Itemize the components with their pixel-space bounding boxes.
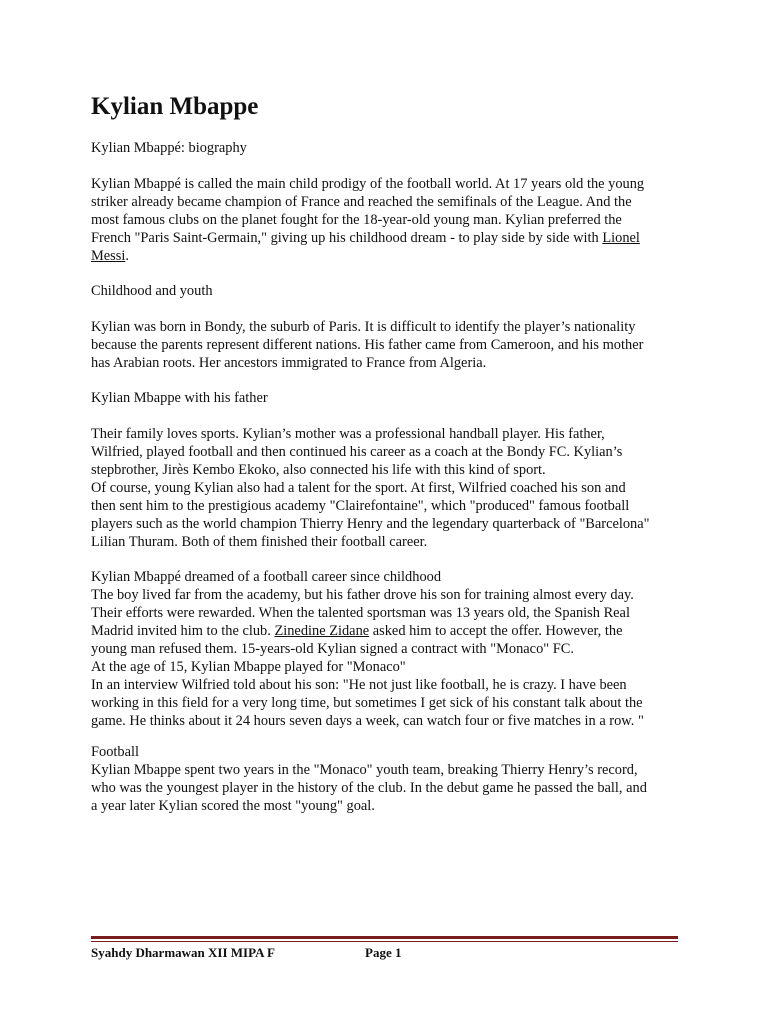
football-line: a year later Kylian scored the most "young" goal. <box>91 798 375 814</box>
childhood-line: has Arabian roots. Her ancestors immigrated to France from Algeria. <box>91 355 487 371</box>
dream-line: At the age of 15, Kylian Mbappe played for "Monaco" <box>91 659 406 675</box>
football-line: who was the youngest player in the history of the club. In the debut game he passed the ball, and <box>91 780 647 796</box>
family-line: then sent him to the prestigious academy "Clairefontaine", which "produced" famous football <box>91 498 630 514</box>
page-title: Kylian Mbappe <box>91 93 259 120</box>
family-line: Their family loves sports. Kylian’s mother was a professional handball player. His father, <box>91 426 605 442</box>
family-line: Wilfried, played football and then continued his career as a coach at the Bondy FC. Kylian’s <box>91 444 623 460</box>
footer-author: Syahdy Dharmawan XII MIPA F <box>91 945 275 960</box>
dream-line: working in this field for a very long time, but sometimes I get sick of his constant talk about the <box>91 695 643 711</box>
heading-father: Kylian Mbappe with his father <box>91 390 268 406</box>
intro-line: most famous clubs on the planet fought for the 18-year-old young man. Kylian preferred the <box>91 212 622 228</box>
intro-line-text: French "Paris Saint-Germain," giving up his childhood dream - to play side by side with <box>91 230 603 246</box>
heading-football: Football <box>91 744 139 760</box>
football-paragraph <box>91 761 691 815</box>
dream-line: The boy lived far from the academy, but his father drove his son for training almost every day. <box>91 587 634 603</box>
intro-line <box>91 247 691 265</box>
dream-line: In an interview Wilfried told about his son: "He not just like football, he is crazy. I have been <box>91 677 627 693</box>
heading-childhood: Childhood and youth <box>91 283 213 299</box>
dream-text: asked him to accept the offer. However, the <box>369 623 623 639</box>
dream-line: young man refused them. 15-years-old Kylian signed a contract with "Monaco" FC. <box>91 641 574 657</box>
lionel-messi-link[interactable]: Lionel <box>602 230 640 246</box>
footer-page-number: Page 1 <box>365 945 402 960</box>
intro-line <box>91 229 691 247</box>
football-line: Kylian Mbappe spent two years in the "Monaco" youth team, breaking Thierry Henry’s record, <box>91 762 638 778</box>
family-line: Of course, young Kylian also had a talent for the sport. At first, Wilfried coached his son and <box>91 480 626 496</box>
childhood-line: Kylian was born in Bondy, the suburb of Paris. It is difficult to identify the player’s nationality <box>91 319 636 335</box>
intro-line: Kylian Mbappé is called the main child prodigy of the football world. At 17 years old the young <box>91 176 645 192</box>
childhood-paragraph <box>91 318 691 372</box>
zinedine-zidane-link[interactable]: Zinedine Zidane <box>274 623 370 639</box>
footer-divider-thick <box>91 936 678 939</box>
childhood-line: because the parents represent different nations. His father came from Cameroon, and his mother <box>91 337 644 353</box>
dream-line: Kylian Mbappé dreamed of a football career since childhood <box>91 569 442 585</box>
dream-text: Madrid invited him to the club. <box>91 623 275 639</box>
intro-end: . <box>125 248 129 264</box>
dream-line <box>91 622 691 640</box>
family-paragraph <box>91 425 691 551</box>
lionel-messi-link-cont[interactable]: Messi <box>91 248 126 264</box>
family-line: players such as the world champion Thierry Henry and the legendary quarterback of "Barcelona" <box>91 516 650 532</box>
dream-paragraph <box>91 568 691 730</box>
family-line: stepbrother, Jirès Kembo Ekoko, also connected his life with this kind of sport. <box>91 462 546 478</box>
subtitle: Kylian Mbappé: biography <box>91 140 247 156</box>
dream-line: game. He thinks about it 24 hours seven days a week, can watch four or five matches in a row. " <box>91 713 644 729</box>
dream-line: Their efforts were rewarded. When the talented sportsman was 13 years old, the Spanish Real <box>91 605 630 621</box>
family-line: Lilian Thuram. Both of them finished their football career. <box>91 534 428 550</box>
footer-divider-thin <box>91 941 678 942</box>
intro-paragraph <box>91 175 691 265</box>
intro-line: striker already became champion of France and reached the semifinals of the League. And the <box>91 194 632 210</box>
